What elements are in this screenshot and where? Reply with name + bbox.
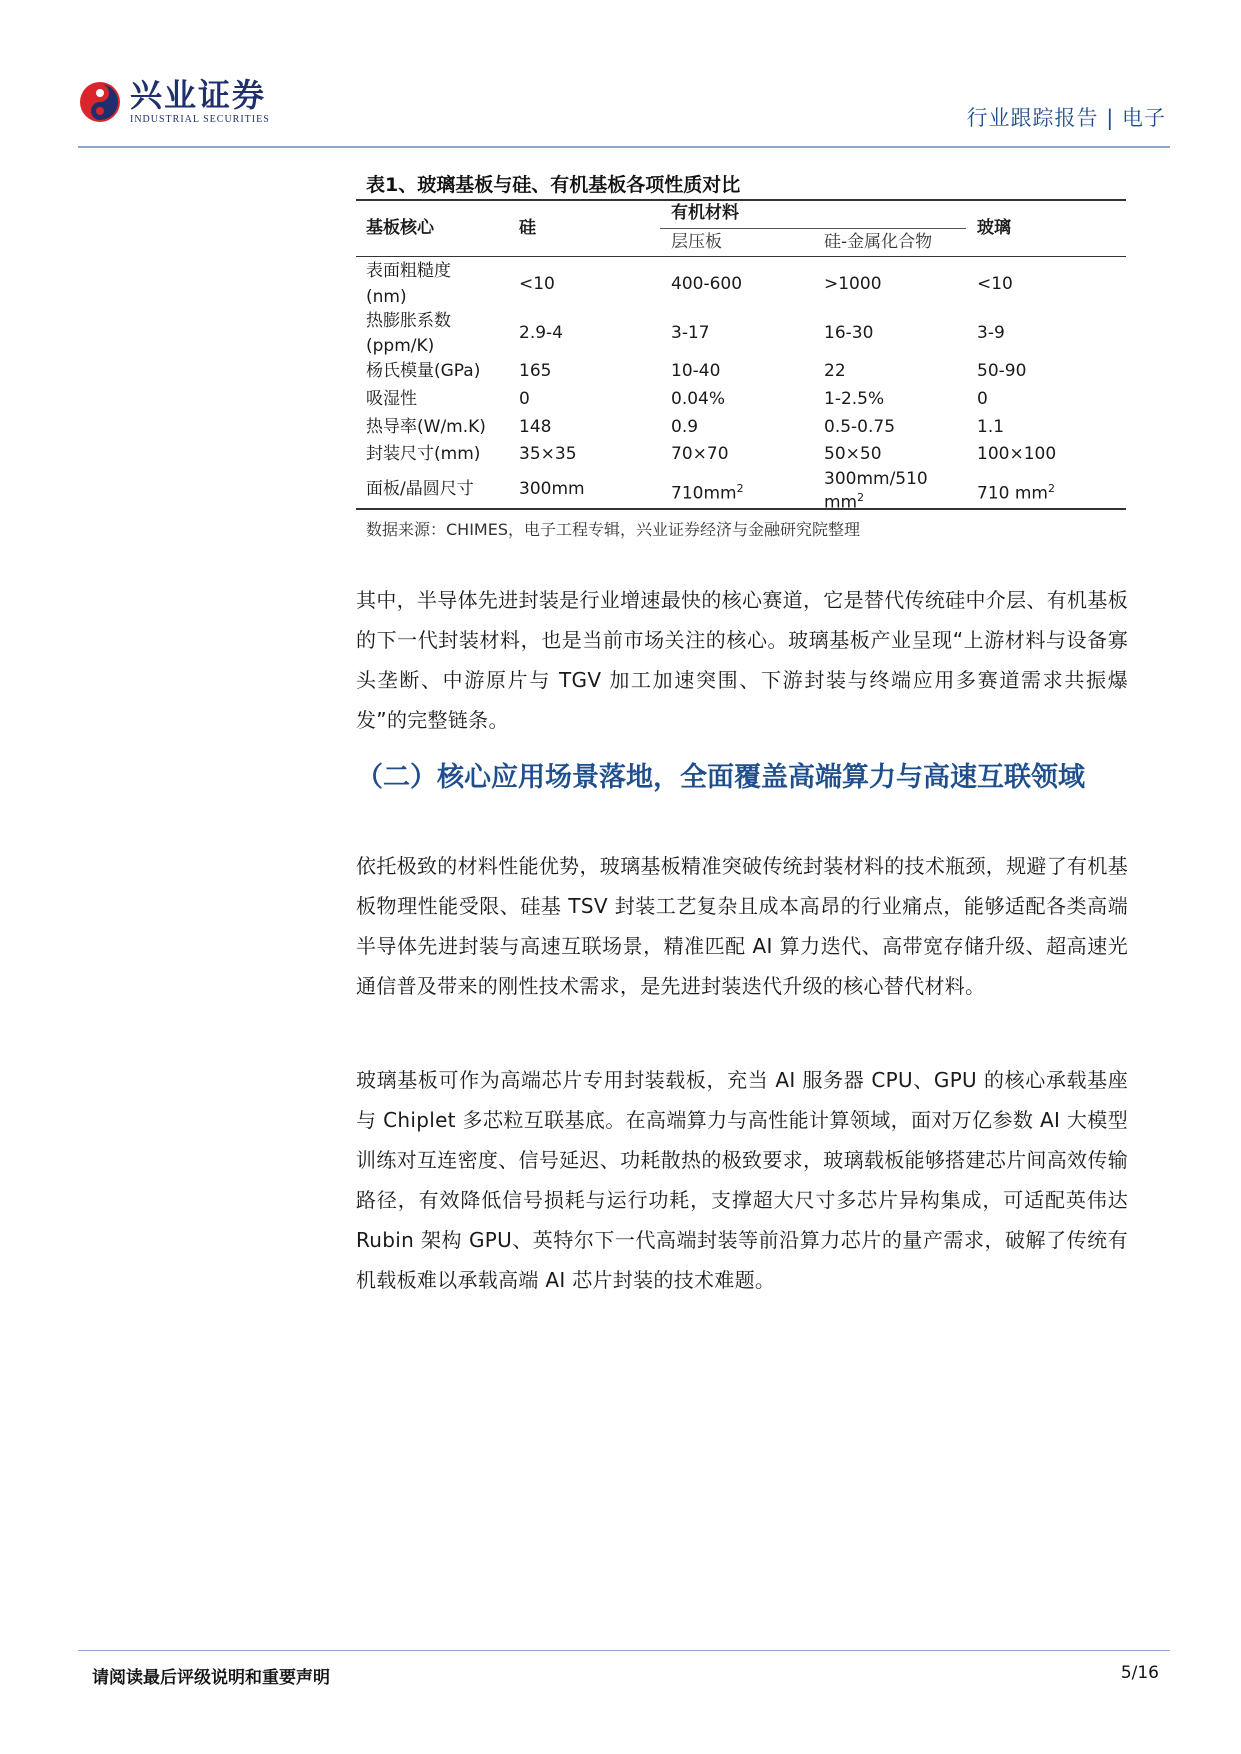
section-heading: （二）核心应用场景落地，全面覆盖高端算力与高速互联领域 bbox=[356, 762, 1085, 793]
table-cell-value: 710mm bbox=[671, 483, 737, 504]
table-row-label: 面板/晶圆尺寸 bbox=[366, 479, 474, 499]
table-cell: 0.04% bbox=[671, 389, 726, 409]
footer-disclaimer: 请阅读最后评级说明和重要声明 bbox=[92, 1668, 330, 1688]
table-cell: 0 bbox=[977, 389, 988, 409]
table-bottom-rule bbox=[356, 508, 1126, 510]
header-divider bbox=[78, 146, 1170, 148]
table-cell: 35×35 bbox=[519, 444, 577, 464]
table-row-label: 热膨胀系数 bbox=[366, 311, 451, 331]
organic-header-rule bbox=[660, 228, 966, 229]
table-cell-value: 710 mm bbox=[977, 483, 1048, 504]
table-cell: >1000 bbox=[824, 274, 882, 294]
body-paragraph: 其中，半导体先进封装是行业增速最快的核心赛道，它是替代传统硅中介层、有机基板的下一代封装材料，也是当前市场关注的核心。玻璃基板产业呈现“上游材料与设备寡头垄断、中游原片与 TGV 加工加速突围、下游封装与终端应用多赛道需求共振爆发”的完整链条。 bbox=[356, 588, 1128, 732]
table-cell: 0.5-0.75 bbox=[824, 417, 896, 437]
table-title: 表1、玻璃基板与硅、有机基板各项性质对比 bbox=[366, 174, 741, 196]
table-cell: 100×100 bbox=[977, 444, 1057, 464]
table-row-label: 热导率(W/m.K) bbox=[366, 417, 486, 437]
table-cell: 2.9-4 bbox=[519, 323, 563, 343]
table-cell: 22 bbox=[824, 361, 846, 381]
table-cell: 165 bbox=[519, 361, 552, 381]
table-cell-value: mm bbox=[824, 492, 858, 513]
table-cell: 300mm/510 bbox=[824, 469, 928, 489]
table-header-rule bbox=[356, 256, 1126, 257]
table-cell: 148 bbox=[519, 417, 552, 437]
table-cell: 70×70 bbox=[671, 444, 729, 464]
table-row-label-unit: (nm) bbox=[366, 287, 407, 307]
report-type-label: 行业跟踪报告 | 电子 bbox=[966, 106, 1166, 130]
table-cell: <10 bbox=[977, 274, 1013, 294]
body-paragraph: 依托极致的材料性能优势，玻璃基板精准突破传统封装材料的技术瓶颈，规避了有机基板物理性能受限、硅基 TSV 封装工艺复杂且成本高昂的行业痛点，能够适配各类高端半导体先进封装与高速互联场景，精准匹配 AI 算力迭代、高带宽存储升级、超高速光通信普及带来的刚性技术需求，是先进封装迭代升级的核心替代材料。 bbox=[356, 854, 1128, 998]
superscript: 2 bbox=[736, 482, 744, 495]
table-cell bbox=[824, 488, 864, 513]
table-cell bbox=[671, 477, 744, 506]
table-row-label: 封装尺寸(mm) bbox=[366, 444, 481, 464]
table-cell: <10 bbox=[519, 274, 555, 294]
superscript: 2 bbox=[857, 491, 865, 504]
table-cell: 16-30 bbox=[824, 323, 874, 343]
table-cell: 1-2.5% bbox=[824, 389, 885, 409]
table-cell: 50×50 bbox=[824, 444, 882, 464]
table-row-label: 吸湿性 bbox=[366, 389, 417, 409]
table-subheader-silicon-metal: 硅-金属化合物 bbox=[824, 232, 933, 252]
table-cell: 3-9 bbox=[977, 323, 1005, 343]
logo-english-name: INDUSTRIAL SECURITIES bbox=[130, 114, 270, 125]
table-top-rule bbox=[356, 199, 1126, 201]
table-header-organic: 有机材料 bbox=[671, 203, 739, 223]
table-header-glass: 玻璃 bbox=[977, 218, 1011, 238]
superscript: 2 bbox=[1047, 482, 1055, 495]
footer-divider bbox=[78, 1650, 1170, 1651]
table-cell: 300mm bbox=[519, 479, 585, 499]
table-cell bbox=[977, 477, 1055, 506]
table-source: 数据来源：CHIMES，电子工程专辑，兴业证券经济与金融研究院整理 bbox=[366, 520, 860, 539]
table-cell: 10-40 bbox=[671, 361, 721, 381]
logo-icon bbox=[78, 80, 122, 124]
logo-chinese-name: 兴业证券 bbox=[130, 76, 267, 114]
table-row-label: 杨氏模量(GPa) bbox=[366, 361, 481, 381]
table-header-silicon: 硅 bbox=[519, 218, 536, 238]
table-header-substrate: 基板核心 bbox=[366, 218, 434, 238]
table-cell: 0 bbox=[519, 389, 530, 409]
body-paragraph: 玻璃基板可作为高端芯片专用封装载板，充当 AI 服务器 CPU、GPU 的核心承载基座与 Chiplet 多芯粒互联基底。在高端算力与高性能计算领域，面对万亿参数 AI 大模型训练对互连密度、信号延迟、功耗散热的极致要求，玻璃载板能够搭建芯片间高效传输路径，有效降低信号损耗与运行功耗，支撑超大尺寸多芯片异构集成，可适配英伟达 Rubin 架构 GPU、英特尔下一代高端封装等前沿算力芯片的量产需求，破解了传统有机载板难以承载高端 AI 芯片封装的技术难题。 bbox=[356, 1068, 1128, 1292]
page-number: 5/16 bbox=[1120, 1663, 1159, 1683]
table-cell: 3-17 bbox=[671, 323, 710, 343]
table-subheader-laminate: 层压板 bbox=[671, 232, 722, 252]
table-cell: 400-600 bbox=[671, 274, 743, 294]
company-logo bbox=[78, 78, 270, 126]
table-row-label-unit: (ppm/K) bbox=[366, 336, 435, 356]
table-cell: 50-90 bbox=[977, 361, 1027, 381]
page-header bbox=[78, 70, 1170, 150]
table-cell: 1.1 bbox=[977, 417, 1005, 437]
table-row-label: 表面粗糙度 bbox=[366, 261, 451, 281]
table-cell: 0.9 bbox=[671, 417, 699, 437]
